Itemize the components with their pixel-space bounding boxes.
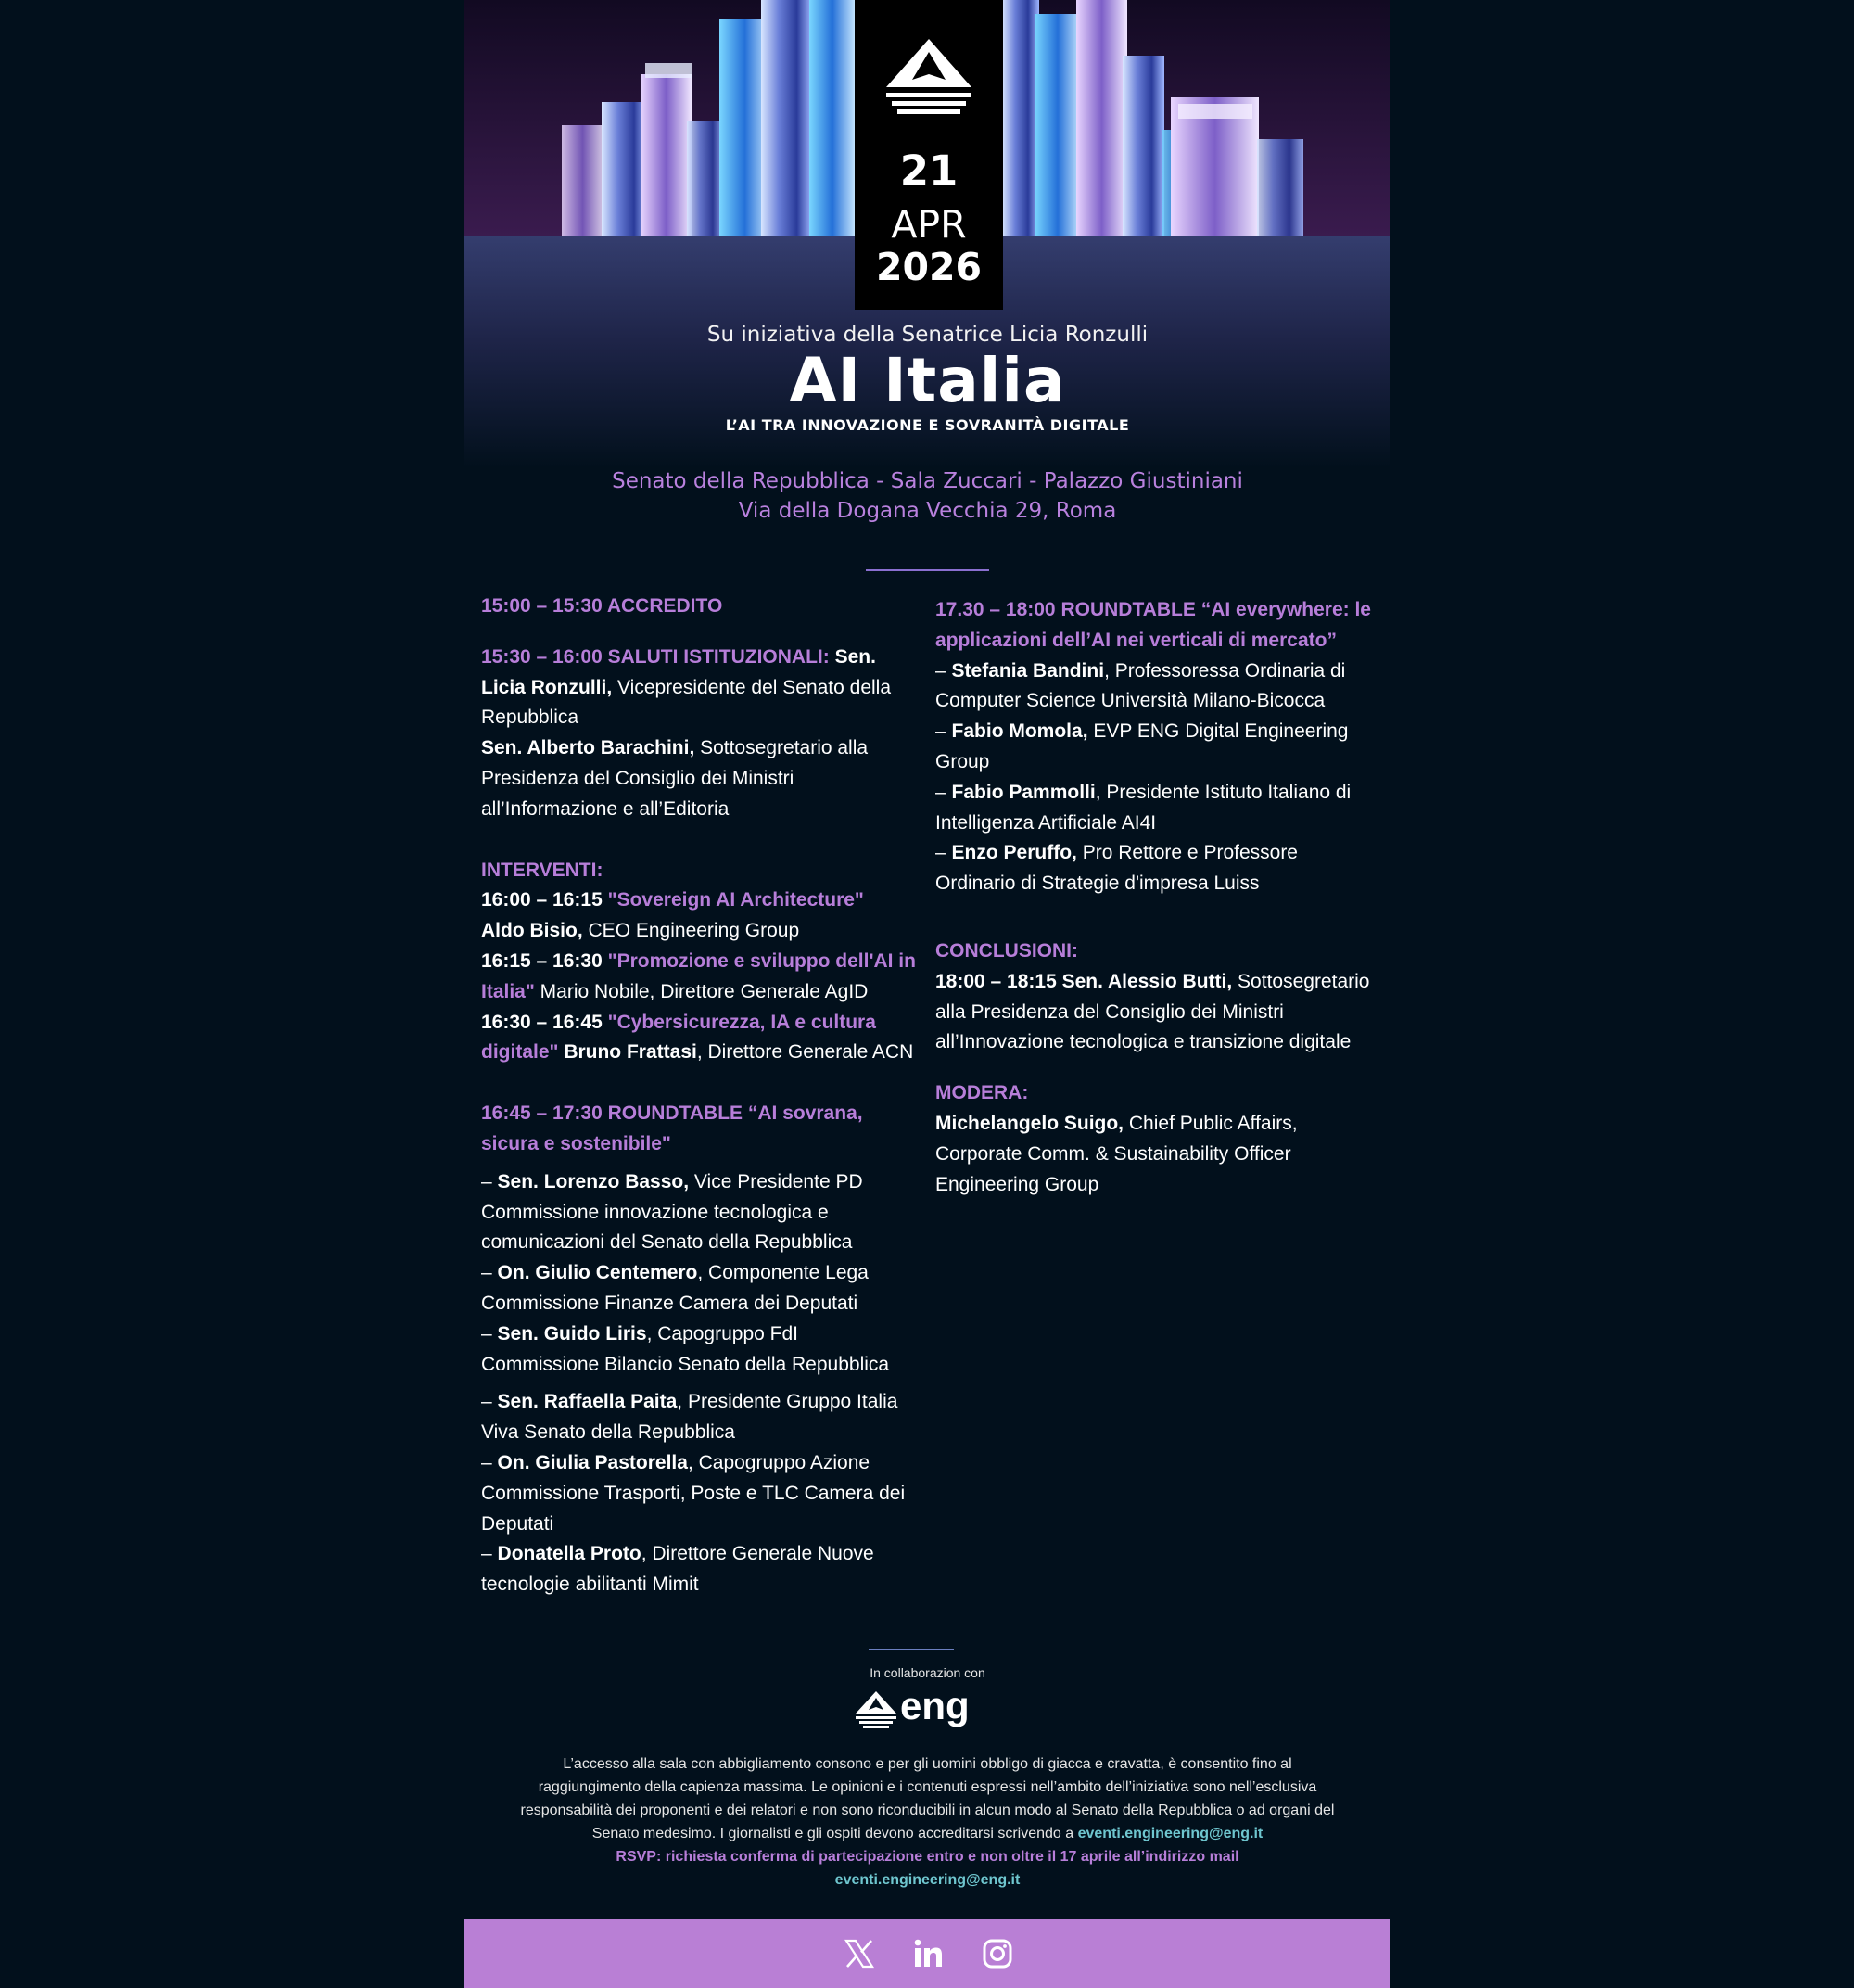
speaker-name: On. Giulia Pastorella <box>497 1451 688 1473</box>
speaker-name: On. Giulio Centemero <box>497 1262 698 1284</box>
rsvp-email-link[interactable]: eventi.engineering@eng.it <box>834 1872 1021 1888</box>
talk-time: 16:30 – 16:45 <box>481 1011 603 1033</box>
panel-item: – Enzo Peruffo, Pro Rettore e Professore Ordinario di Strategie d'impresa Luiss <box>935 842 1298 895</box>
date-badge <box>855 0 1003 310</box>
talk-title: "Promozione e sviluppo dell'AI in Italia" <box>481 949 916 1002</box>
initiative-line: Su iniziativa della Senatrice Licia Ronzulli <box>706 323 1149 347</box>
venue-line-2: Via della Dogana Vecchia 29, Roma <box>738 499 1117 523</box>
speaker-role: Chief Public Affairs, Corporate Comm. & Sustainability Officer Engineering Group <box>935 1112 1298 1195</box>
saluti-block <box>481 643 917 733</box>
speaker-role: , Presidente Istituto Italiano di Intelligenza Artificiale AI4I <box>935 781 1352 834</box>
panel-item: – Fabio Momola, EVP ENG Digital Engineering Group <box>935 720 1349 772</box>
talk-item <box>481 947 917 1008</box>
speaker-name: Enzo Peruffo, <box>951 842 1077 864</box>
eng-logo-icon <box>856 1691 896 1728</box>
speaker-name: 18:00 – 18:15 Sen. Alessio Butti, <box>935 970 1233 992</box>
date-day: 21 <box>899 147 959 196</box>
speaker-name: Bruno Frattasi <box>564 1041 697 1064</box>
eng-logo-text: eng <box>900 1684 970 1727</box>
talk-time: 16:00 – 16:15 <box>481 889 603 911</box>
section-divider <box>866 569 989 571</box>
panel-item: – Sen. Guido Liris, Capogruppo FdI Commissione Bilancio Senato della Repubblica <box>481 1322 890 1375</box>
speaker-role: , Presidente Gruppo Italia Viva Senato della Repubblica <box>481 1391 898 1444</box>
speaker-role: Vicepresidente del Senato della Repubblica <box>481 676 892 729</box>
event-title: AI Italia <box>789 345 1066 416</box>
collaboration-label: In collaborazion con <box>870 1665 985 1680</box>
engineering-logo-icon <box>884 37 973 115</box>
talk-time: 16:15 – 16:30 <box>481 949 603 972</box>
disclaimer-body: L’accesso alla sala con abbigliamento consono e per gli uomini obbligo di giacca e cravatta, è consentito fino al raggiungimento della capienza massima. Le opinioni e i contenuti espressi nell’ambito dell’iniziativa sono nell’esclusiva responsabilità dei proponenti e dei relatori e non sono riconducibili in alcun modo al Senato della Repubblica o ad organi del Senato medesimo. I giornalisti e gli ospiti devono accreditarsi scrivendo a <box>520 1756 1335 1841</box>
panel-item: – Fabio Pammolli, Presidente Istituto Italiano di Intelligenza Artificiale AI4I <box>935 781 1352 834</box>
speaker-role: , Capogruppo FdI Commissione Bilancio Senato della Repubblica <box>481 1322 890 1375</box>
social-bar <box>464 1919 1390 1988</box>
disclaimer-text <box>513 1752 1342 1892</box>
speaker-role: Sottosegretario alla Presidenza del Consiglio dei Ministri all’Innovazione tecnologica e transizione digitale <box>935 970 1370 1053</box>
speaker-role: Vice Presidente PD Commissione innovazione tecnologica e comunicazioni del Senato della Repubblica <box>481 1170 863 1254</box>
x-icon[interactable] <box>844 1938 875 1969</box>
speaker-name: Sen. Licia Ronzulli, <box>481 645 876 698</box>
roundtable-1-label: 16:45 – 17:30 ROUNDTABLE “AI sovrana, sicura e sostenibile" <box>481 1102 863 1154</box>
speaker-role: Pro Rettore e Professore Ordinario di Strategie d'impresa Luiss <box>935 842 1298 895</box>
conclusioni-item <box>935 967 1380 1058</box>
agenda-right-column <box>935 595 1380 1200</box>
speaker-role: CEO Engineering Group <box>588 920 800 942</box>
venue-line-1: Senato della Repubblica - Sala Zuccari - Palazzo Giustiniani <box>612 469 1243 493</box>
speaker-name: Donatella Proto <box>497 1543 641 1565</box>
speaker-name: Michelangelo Suigo, <box>935 1112 1124 1134</box>
panel-item: – On. Giulio Centemero, Componente Lega Commissione Finanze Camera dei Deputati <box>481 1262 869 1314</box>
conclusioni-label: CONCLUSIONI: <box>935 939 1078 962</box>
agenda-left-column <box>481 592 917 1600</box>
saluti-label: 15:30 – 16:00 SALUTI ISTITUZIONALI: <box>481 645 830 668</box>
footer-divider <box>869 1649 954 1650</box>
speaker-role: Mario Nobile, Direttore Generale AgID <box>540 980 869 1002</box>
interventi-label: INTERVENTI: <box>481 859 603 881</box>
speaker-name: Sen. Alberto Barachini, <box>481 737 695 759</box>
modera-label: MODERA: <box>935 1082 1029 1104</box>
speaker-name: Sen. Raffaella Paita <box>497 1391 678 1413</box>
talk-title: "Cybersicurezza, IA e cultura digitale" <box>481 1011 876 1064</box>
talk-item <box>481 1008 917 1069</box>
rsvp-text: RSVP: richiesta conferma di partecipazione entro e non oltre il 17 aprile all’indirizzo mail <box>616 1849 1239 1865</box>
accreditation-email-link[interactable]: eventi.engineering@eng.it <box>1077 1826 1264 1841</box>
speaker-role: , Professoressa Ordinaria di Computer Science Università Milano-Bicocca <box>935 659 1346 712</box>
talk-title: "Sovereign AI Architecture" <box>607 889 864 911</box>
speaker-name: Stefania Bandini <box>951 659 1105 682</box>
accredito-slot: 15:00 – 15:30 ACCREDITO <box>481 595 723 617</box>
talk-item <box>481 886 917 947</box>
roundtable-2-label: 17.30 – 18:00 ROUNDTABLE “AI everywhere: le applicazioni dell’AI nei verticali di mercato” <box>935 599 1371 651</box>
speaker-role: EVP ENG Digital Engineering Group <box>935 720 1349 772</box>
linkedin-icon[interactable] <box>912 1938 944 1969</box>
speaker-name: Fabio Momola, <box>951 720 1088 743</box>
event-subtitle: L’AI TRA INNOVAZIONE E SOVRANITÀ DIGITALE <box>725 416 1130 434</box>
panel-item: – Sen. Lorenzo Basso, Vice Presidente PD Commissione innovazione tecnologica e comunicazioni del Senato della Repubblica <box>481 1170 863 1254</box>
speaker-name: Sen. Guido Liris <box>497 1322 647 1344</box>
date-month: APR <box>891 202 967 247</box>
panel-item: – On. Giulia Pastorella, Capogruppo Azione Commissione Trasporti, Poste e TLC Camera dei Deputati <box>481 1451 906 1535</box>
speaker-role: , Capogruppo Azione Commissione Trasporti, Poste e TLC Camera dei Deputati <box>481 1451 906 1535</box>
panel-item: – Sen. Raffaella Paita, Presidente Gruppo Italia Viva Senato della Repubblica <box>481 1391 898 1444</box>
speaker-role: , Direttore Generale Nuove tecnologie abilitanti Mimit <box>481 1543 874 1596</box>
instagram-icon[interactable] <box>982 1938 1013 1969</box>
speaker-name: Fabio Pammolli <box>951 781 1096 803</box>
date-year: 2026 <box>875 245 983 289</box>
email-content <box>464 0 1390 1988</box>
panel-item: – Stefania Bandini, Professoressa Ordinaria di Computer Science Università Milano-Bicocca <box>935 659 1346 712</box>
saluti-block-2 <box>481 733 917 824</box>
speaker-role: Sottosegretario alla Presidenza del Consiglio dei Ministri all’Informazione e all’Editoria <box>481 737 869 820</box>
moderator-item <box>935 1109 1380 1200</box>
panel-item: – Donatella Proto, Direttore Generale Nuove tecnologie abilitanti Mimit <box>481 1543 874 1596</box>
speaker-role: , Direttore Generale ACN <box>696 1041 914 1064</box>
eng-partner-logo <box>856 1684 1004 1730</box>
speaker-role: , Componente Lega Commissione Finanze Camera dei Deputati <box>481 1262 869 1314</box>
speaker-name: Aldo Bisio, <box>481 920 583 942</box>
speaker-name: Sen. Lorenzo Basso, <box>497 1170 690 1192</box>
